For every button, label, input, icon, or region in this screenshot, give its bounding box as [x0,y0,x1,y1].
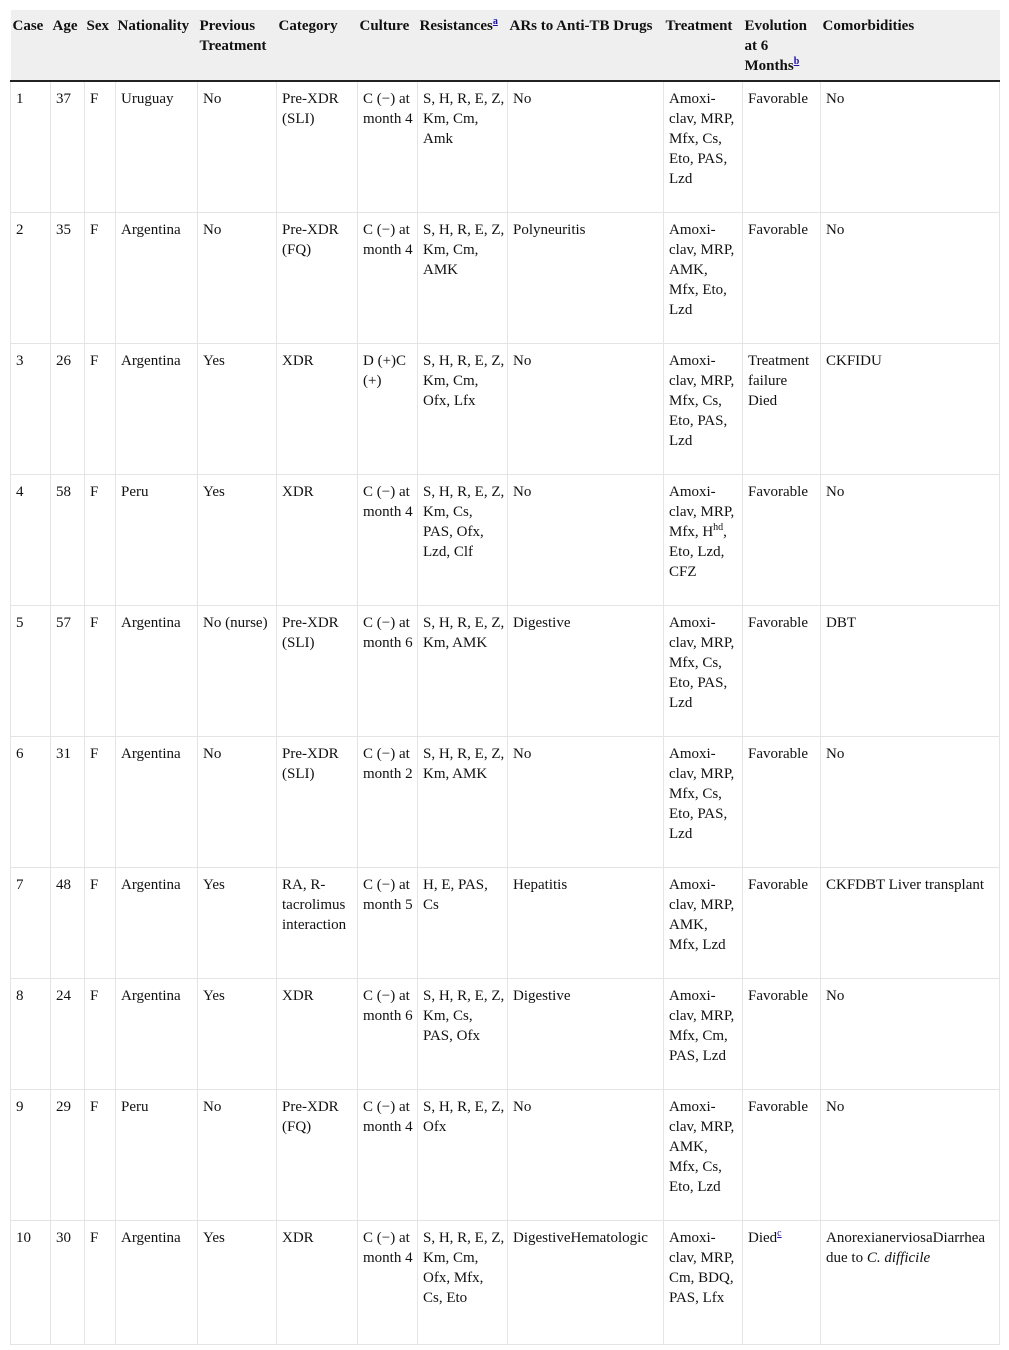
cell-evolution: Favorable [743,81,821,212]
cell-case: 1 [11,81,51,212]
cell-age: 24 [51,978,85,1089]
cell-treatment: Amoxi-clav, MRP, Mfx, Cs, Eto, PAS, Lzd [664,343,743,474]
cell-treatment: Amoxi-clav, MRP, Mfx, Cs, Eto, PAS, Lzd [664,81,743,212]
cell-sex: F [85,212,116,343]
cell-case: 4 [11,474,51,605]
treatment-superscript: hd [713,521,724,533]
cell-ars: No [508,343,664,474]
table-body [11,81,1000,1344]
cell-nationality: Peru [116,1089,198,1220]
header-resistances [418,10,508,81]
table-row [11,343,1000,474]
cell-category: XDR [277,343,358,474]
table-row [11,736,1000,867]
cell-sex: F [85,867,116,978]
cell-nationality: Argentina [116,212,198,343]
cell-age: 30 [51,1220,85,1344]
cell-comorbidities: No [821,212,1000,343]
cell-evolution: Favorable [743,605,821,736]
cell-category: XDR [277,1220,358,1344]
table-row [11,212,1000,343]
cell-ars: DigestiveHematologic [508,1220,664,1344]
cell-category: Pre-XDR (FQ) [277,212,358,343]
cell-resistances: S, H, R, E, Z, Ofx [418,1089,508,1220]
cell-culture: C (−) at month 4 [358,474,418,605]
cell-evolution: Favorable [743,867,821,978]
header-category: Category [277,10,358,81]
cell-resistances: S, H, R, E, Z, Km, AMK [418,736,508,867]
cell-previous-treatment: Yes [198,343,277,474]
cell-previous-treatment: No (nurse) [198,605,277,736]
header-sex: Sex [85,10,116,81]
cell-resistances: S, H, R, E, Z, Km, Cs, PAS, Ofx, Lzd, Clf [418,474,508,605]
footnote-link-b[interactable]: b [793,56,800,67]
cell-category: XDR [277,978,358,1089]
cell-case: 3 [11,343,51,474]
cell-category: Pre-XDR (SLI) [277,605,358,736]
cell-nationality: Argentina [116,1220,198,1344]
cell-ars: No [508,474,664,605]
cell-previous-treatment: No [198,736,277,867]
cell-comorbidities: No [821,978,1000,1089]
cell-resistances: S, H, R, E, Z, Km, AMK [418,605,508,736]
comorbidities-species: C. difficile [866,1249,931,1266]
cell-case: 8 [11,978,51,1089]
header-culture: Culture [358,10,418,81]
cell-evolution: Treatment failure Died [743,343,821,474]
cell-sex: F [85,474,116,605]
cell-category: Pre-XDR (FQ) [277,1089,358,1220]
cell-sex: F [85,605,116,736]
cell-resistances: H, E, PAS, Cs [418,867,508,978]
cell-previous-treatment: Yes [198,474,277,605]
cell-culture: C (−) at month 4 [358,1220,418,1344]
header-evolution-label: Evolution at 6 Months [744,18,808,74]
cell-culture: D (+)C (+) [358,343,418,474]
cell-previous-treatment: Yes [198,978,277,1089]
cell-nationality: Argentina [116,867,198,978]
cell-ars: No [508,1089,664,1220]
table-row [11,1220,1000,1344]
cell-ars: Hepatitis [508,867,664,978]
cell-nationality: Argentina [116,343,198,474]
cell-evolution: Favorable [743,1089,821,1220]
cell-category: Pre-XDR (SLI) [277,81,358,212]
cell-nationality: Uruguay [116,81,198,212]
header-age: Age [51,10,85,81]
cell-treatment [664,474,743,605]
cell-evolution: Favorable [743,212,821,343]
cell-culture: C (−) at month 4 [358,81,418,212]
cell-age: 31 [51,736,85,867]
cell-resistances: S, H, R, E, Z, Km, Cm, Ofx, Mfx, Cs, Eto [418,1220,508,1344]
header-evolution [743,10,821,81]
cell-culture: C (−) at month 6 [358,605,418,736]
cell-case: 7 [11,867,51,978]
cell-age: 26 [51,343,85,474]
cell-ars: No [508,736,664,867]
header-case: Case [11,10,51,81]
table-row [11,867,1000,978]
cell-resistances: S, H, R, E, Z, Km, Cm, Amk [418,81,508,212]
evolution-text: Died [748,1229,778,1246]
cell-nationality: Peru [116,474,198,605]
cell-ars: No [508,81,664,212]
cell-previous-treatment: Yes [198,867,277,978]
cell-age: 35 [51,212,85,343]
cell-comorbidities: CKFDBT Liver transplant [821,867,1000,978]
cell-sex: F [85,1089,116,1220]
table-row [11,978,1000,1089]
cell-treatment: Amoxi-clav, MRP, Mfx, Cs, Eto, PAS, Lzd [664,605,743,736]
header-ars: ARs to Anti-TB Drugs [508,10,664,81]
cell-ars: Polyneuritis [508,212,664,343]
header-comorbidities: Comorbidities [821,10,1000,81]
cell-comorbidities: CKFIDU [821,343,1000,474]
cell-case: 5 [11,605,51,736]
cell-case: 10 [11,1220,51,1344]
cell-comorbidities: DBT [821,605,1000,736]
cell-sex: F [85,1220,116,1344]
cell-nationality: Argentina [116,978,198,1089]
cases-table [10,10,1000,1345]
footnote-link-a[interactable]: a [492,16,498,27]
cell-treatment: Amoxi-clav, MRP, Mfx, Cs, Eto, PAS, Lzd [664,736,743,867]
cell-evolution [743,1220,821,1344]
header-previous-treatment: Previous Treatment [198,10,277,81]
cell-evolution: Favorable [743,736,821,867]
table-row [11,474,1000,605]
header-treatment: Treatment [664,10,743,81]
cell-category: Pre-XDR (SLI) [277,736,358,867]
cell-sex: F [85,343,116,474]
cell-case: 6 [11,736,51,867]
cell-nationality: Argentina [116,605,198,736]
cell-previous-treatment: No [198,1089,277,1220]
cell-comorbidities: No [821,1089,1000,1220]
table-row [11,1089,1000,1220]
footnote-link-c[interactable]: c [777,1227,782,1239]
cell-treatment: Amoxi-clav, MRP, Cm, BDQ, PAS, Lfx [664,1220,743,1344]
treatment-text: Amoxi-clav, MRP, Mfx, H [669,483,735,540]
cell-resistances: S, H, R, E, Z, Km, Cs, PAS, Ofx [418,978,508,1089]
cell-culture: C (−) at month 6 [358,978,418,1089]
cell-ars: Digestive [508,605,664,736]
cell-treatment: Amoxi-clav, MRP, AMK, Mfx, Eto, Lzd [664,212,743,343]
cell-age: 57 [51,605,85,736]
header-nationality: Nationality [116,10,198,81]
cell-comorbidities: No [821,736,1000,867]
cell-culture: C (−) at month 5 [358,867,418,978]
header-resistances-label: Resistances [419,18,493,34]
table-row [11,81,1000,212]
cell-treatment: Amoxi-clav, MRP, Mfx, Cm, PAS, Lzd [664,978,743,1089]
cell-age: 58 [51,474,85,605]
cell-case: 9 [11,1089,51,1220]
cell-sex: F [85,81,116,212]
cell-evolution: Favorable [743,978,821,1089]
cell-previous-treatment: No [198,212,277,343]
cell-resistances: S, H, R, E, Z, Km, Cm, AMK [418,212,508,343]
cell-culture: C (−) at month 4 [358,1089,418,1220]
cell-culture: C (−) at month 2 [358,736,418,867]
cell-resistances: S, H, R, E, Z, Km, Cm, Ofx, Lfx [418,343,508,474]
cell-evolution: Favorable [743,474,821,605]
cell-case: 2 [11,212,51,343]
cell-previous-treatment: Yes [198,1220,277,1344]
cell-sex: F [85,736,116,867]
cell-comorbidities: No [821,81,1000,212]
cell-age: 29 [51,1089,85,1220]
cell-age: 48 [51,867,85,978]
cell-ars: Digestive [508,978,664,1089]
cell-previous-treatment: No [198,81,277,212]
table-row [11,605,1000,736]
cell-sex: F [85,978,116,1089]
table-header [11,10,1000,81]
cell-category: XDR [277,474,358,605]
cell-nationality: Argentina [116,736,198,867]
cell-category: RA, R-tacrolimus interaction [277,867,358,978]
cell-treatment: Amoxi-clav, MRP, AMK, Mfx, Cs, Eto, Lzd [664,1089,743,1220]
cell-comorbidities [821,1220,1000,1344]
cell-culture: C (−) at month 4 [358,212,418,343]
cell-age: 37 [51,81,85,212]
cell-treatment: Amoxi-clav, MRP, AMK, Mfx, Lzd [664,867,743,978]
cell-comorbidities: No [821,474,1000,605]
treatment-text-cont: , Eto, Lzd, CFZ [669,523,727,580]
comorbidities-text: AnorexianerviosaDiarrhea due to [826,1229,986,1266]
